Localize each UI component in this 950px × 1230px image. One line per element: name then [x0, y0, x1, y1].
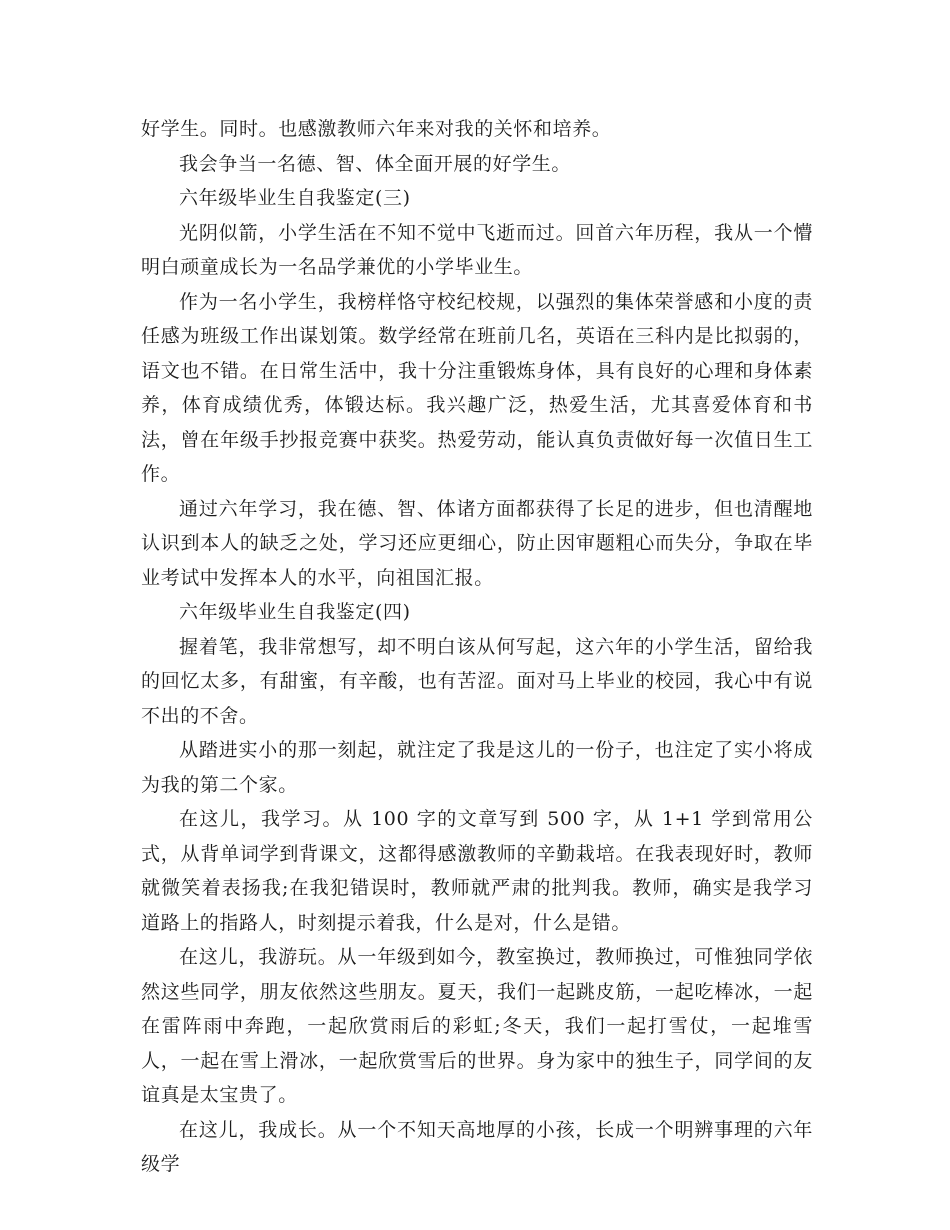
- paragraph: 在这儿，我成长。从一个不知天高地厚的小孩，长成一个明辨事理的六年级学: [141, 1118, 813, 1175]
- paragraph: 在这儿，我学习。从 100 字的文章写到 500 字，从 1+1 学到常用公式，从背单词学到背课文，这都得感激教师的辛勤栽培。在我表现好时，教师就微笑着表扬我;在我犯错误时，教师就严肃的批判我。教师，确实是我学习道路上的指路人，时刻提示着我，什么是对，什么是错。: [141, 808, 813, 934]
- paragraph: 我会争当一名德、智、体全面开展的好学生。: [179, 152, 572, 175]
- paragraph: 在这儿，我游玩。从一年级到如今，教室换过，教师换过，可惟独同学依然这些同学，朋友依然这些朋友。夏天，我们一起跳皮筋，一起吃棒冰，一起在雷阵雨中奔跑，一起欣赏雨后的彩虹;冬天，我们一起打雪仗，一起堆雪人，一起在雪上滑冰，一起欣赏雪后的世界。身为家中的独生子，同学间的友谊真是太宝贵了。: [141, 946, 813, 1106]
- paragraph-continuation: 好学生。同时。也感激教师六年来对我的关怀和培养。: [141, 118, 612, 140]
- paragraph: 握着笔，我非常想写，却不明白该从何写起，这六年的小学生活，留给我的回忆太多，有甜蜜，有辛酸，也有苦涩。面对马上毕业的校园，我心中有说不出的不舍。: [141, 635, 813, 727]
- paragraph: 从踏进实小的那一刻起，就注定了我是这儿的一份子，也注定了实小将成为我的第二个家。: [141, 739, 813, 796]
- paragraph: 光阴似箭，小学生活在不知不觉中飞逝而过。回首六年历程，我从一个懵明白顽童成长为一名品学兼优的小学毕业生。: [141, 221, 813, 278]
- document-body: [141, 112, 813, 1182]
- section-heading-3: 六年级毕业生自我鉴定(三): [179, 187, 411, 209]
- paragraph: 通过六年学习，我在德、智、体诸方面都获得了长足的进步，但也清醒地认识到本人的缺乏之处，学习还应更细心，防止因审题粗心而失分，争取在毕业考试中发挥本人的水平，向祖国汇报。: [141, 497, 813, 589]
- section-heading-4: 六年级毕业生自我鉴定(四): [179, 601, 411, 623]
- paragraph: 作为一名小学生，我榜样恪守校纪校规，以强烈的集体荣誉感和小度的责任感为班级工作出谋划策。数学经常在班前几名，英语在三科内是比拟弱的，语文也不错。在日常生活中，我十分注重锻炼身体，具有良好的心理和身体素养，体育成绩优秀，体锻达标。我兴趣广泛，热爱生活，尤其喜爱体育和书法，曾在年级手抄报竞赛中获奖。热爱劳动，能认真负责做好每一次值日生工作。: [141, 290, 813, 485]
